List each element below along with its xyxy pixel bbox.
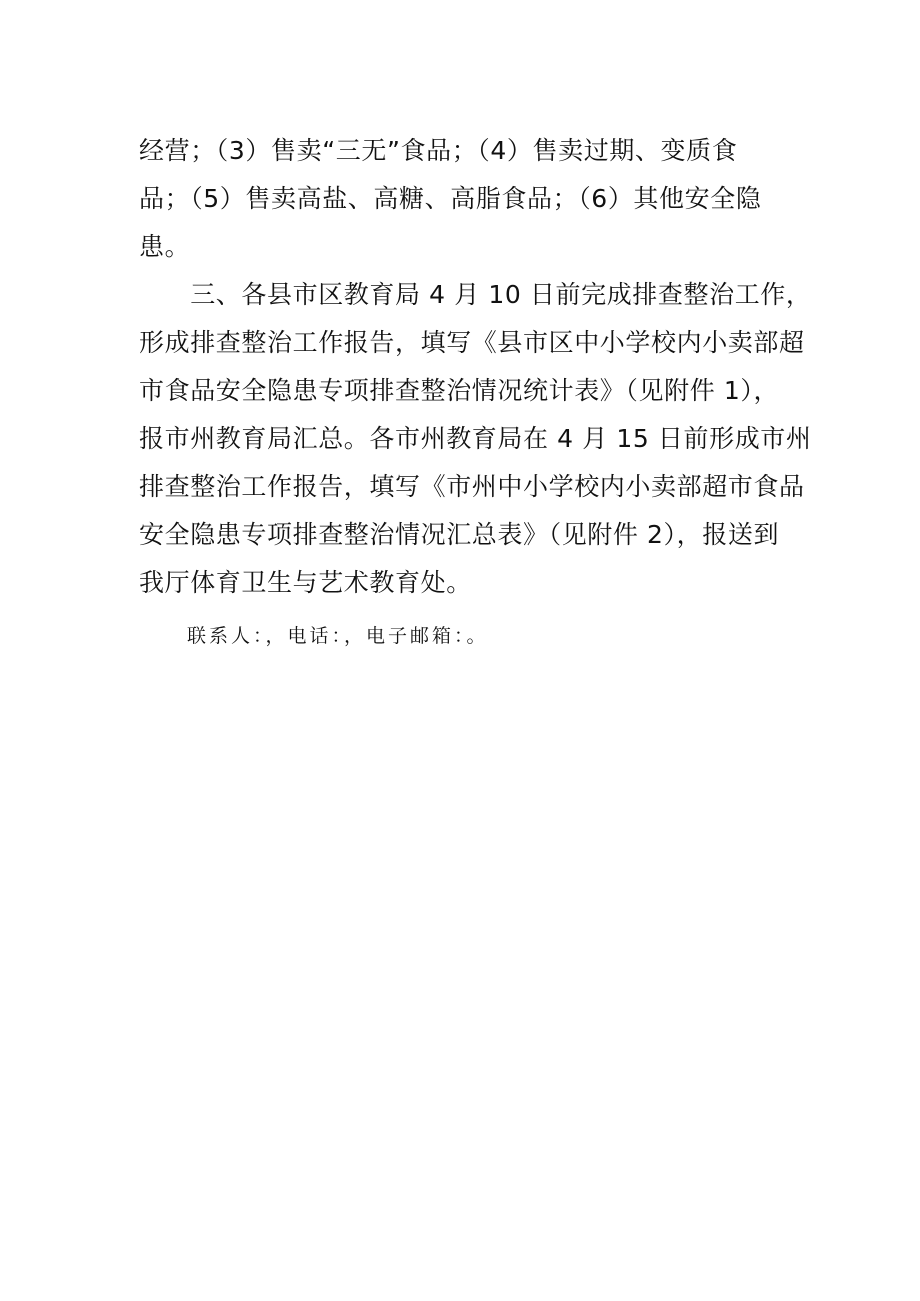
text-line-6: 市食品安全隐患专项排查整治情况统计表》（见附件 1）， [139, 376, 780, 405]
text-line-7: 报市州教育局汇总。各市州教育局在 4 月 15 日前形成市州 [139, 424, 812, 453]
text-line-8: 排查整治工作报告，填写《市州中小学校内小卖部超市食品 [139, 472, 805, 501]
text-line-2: 品；（5）售卖高盐、高糖、高脂食品；（6）其他安全隐 [139, 184, 762, 213]
text-line-3: 患。 [139, 232, 191, 261]
body-text [139, 127, 812, 607]
text-line-9: 安全隐患专项排查整治情况汇总表》（见附件 2），报送到 [139, 520, 780, 549]
contact-line: 联系人：，电话：，电子邮箱：。 [187, 625, 489, 647]
text-line-10: 我厅体育卫生与艺术教育处。 [139, 568, 472, 597]
text-line-1: 经营；（3）售卖“三无”食品；（4）售卖过期、变质食 [139, 136, 738, 165]
text-line-4: 三、各县市区教育局 4 月 10 日前完成排查整治工作， [139, 280, 812, 309]
text-line-5: 形成排查整治工作报告，填写《县市区中小学校内小卖部超 [139, 328, 805, 357]
